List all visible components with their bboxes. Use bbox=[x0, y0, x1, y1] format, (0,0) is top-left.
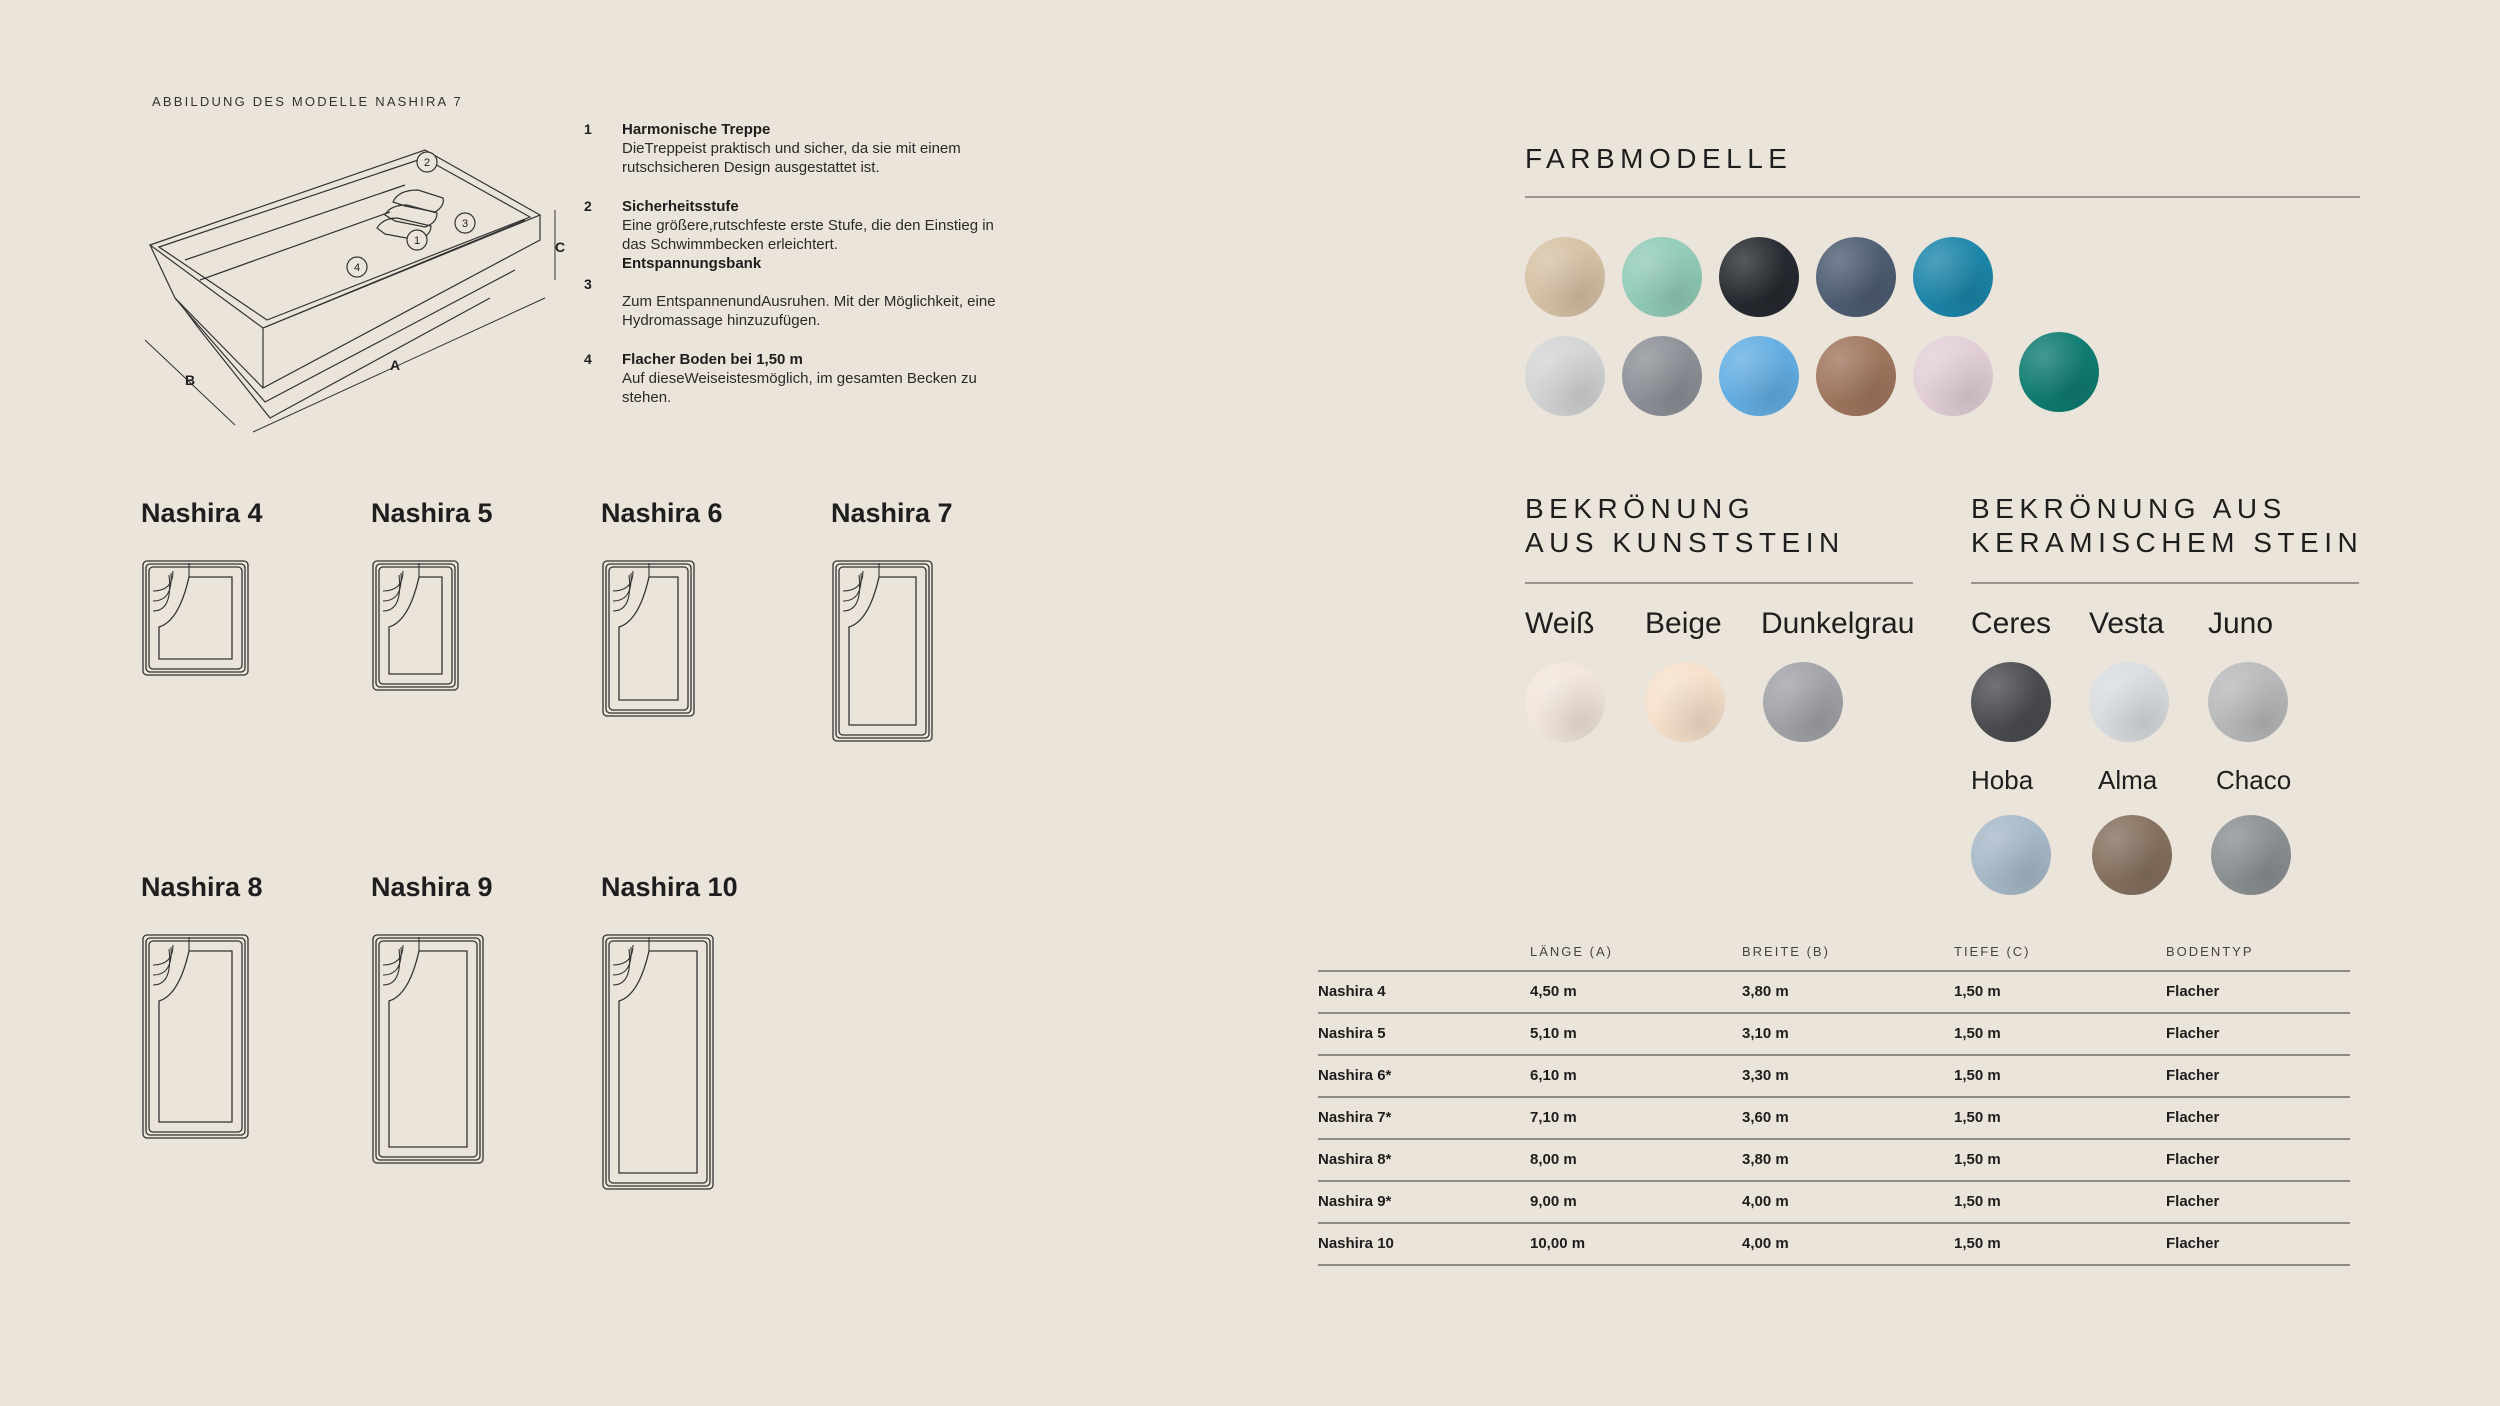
legend-number: 3 bbox=[584, 276, 592, 292]
table-cell: 1,50 m bbox=[1954, 1235, 2001, 1252]
coping-swatch-weiss bbox=[1525, 662, 1605, 742]
dimensions-table bbox=[1318, 940, 2350, 1266]
table-cell: Nashira 6* bbox=[1318, 1067, 1392, 1084]
table-cell: 3,80 m bbox=[1742, 1151, 1789, 1168]
table-cell: 4,00 m bbox=[1742, 1193, 1789, 1210]
coping-label-hoba: Hoba bbox=[1971, 765, 2034, 795]
table-cell: 5,10 m bbox=[1530, 1025, 1577, 1042]
feature-legend bbox=[582, 120, 1002, 427]
table-cell: 1,50 m bbox=[1954, 1151, 2001, 1168]
legend-number: 2 bbox=[584, 198, 592, 214]
model-nashira-8 bbox=[141, 872, 311, 1140]
table-cell: 6,10 m bbox=[1530, 1067, 1577, 1084]
legend-item-3 bbox=[582, 254, 1002, 330]
legend-item-2 bbox=[582, 197, 1002, 254]
dimension-b-label: B bbox=[185, 372, 196, 388]
legend-number: 4 bbox=[584, 351, 592, 367]
table-row bbox=[1318, 1012, 2350, 1054]
color-swatch bbox=[1816, 336, 1896, 416]
table-row bbox=[1318, 1180, 2350, 1222]
pool-plan-outline bbox=[601, 933, 715, 1191]
coping-artificial-title-line2: AUS KUNSTSTEIN bbox=[1525, 527, 1845, 558]
table-cell: 10,00 m bbox=[1530, 1235, 1586, 1252]
pool-plan-outline bbox=[141, 559, 250, 677]
table-cell: 1,50 m bbox=[1954, 1109, 2001, 1126]
coping-swatch-chaco bbox=[2211, 815, 2291, 895]
coping-label-weiss: Weiß bbox=[1525, 607, 1595, 640]
column-header-width: BREITE (B) bbox=[1742, 944, 1830, 959]
coping-ceramic-title-line2: KERAMISCHEM STEIN bbox=[1971, 527, 2364, 558]
model-name: Nashira 7 bbox=[831, 498, 953, 528]
table-cell: 4,50 m bbox=[1530, 983, 1577, 1000]
table-cell: Flacher bbox=[2166, 983, 2220, 1000]
pool-plan-outline bbox=[601, 559, 696, 718]
coping-swatch-alma bbox=[2092, 815, 2172, 895]
model-nashira-7 bbox=[831, 498, 1001, 743]
table-cell: 8,00 m bbox=[1530, 1151, 1577, 1168]
column-header-length: LÄNGE (A) bbox=[1530, 944, 1614, 959]
figure-caption: ABBILDUNG DES MODELLE NASHIRA 7 bbox=[152, 94, 463, 109]
legend-text: Auf dieseWeiseistesmöglich, im gesamten Becken zu stehen. bbox=[622, 370, 977, 406]
table-cell: Nashira 9* bbox=[1318, 1193, 1392, 1210]
legend-title: Entspannungsbank bbox=[622, 255, 762, 272]
table-header bbox=[1318, 940, 2350, 970]
column-header-depth: TIEFE (C) bbox=[1954, 944, 2031, 959]
model-nashira-6 bbox=[601, 498, 771, 718]
legend-title: Sicherheitsstufe bbox=[622, 198, 739, 215]
table-cell: 1,50 m bbox=[1954, 1193, 2001, 1210]
table-cell: Flacher bbox=[2166, 1109, 2220, 1126]
coping-label-ceres: Ceres bbox=[1971, 607, 2052, 640]
coping-swatch-dunkelgrau bbox=[1763, 662, 1843, 742]
color-swatch bbox=[1719, 336, 1799, 416]
table-row bbox=[1318, 1054, 2350, 1096]
color-swatch bbox=[1622, 336, 1702, 416]
color-swatch bbox=[1525, 336, 1605, 416]
coping-artificial-title-line1: BEKRÖNUNG bbox=[1525, 493, 1755, 524]
coping-artificial-divider bbox=[1525, 582, 1913, 584]
table-cell: Nashira 8* bbox=[1318, 1151, 1392, 1168]
color-swatch bbox=[1913, 237, 1993, 317]
column-header-floor-type: BODENTYP bbox=[2166, 944, 2254, 959]
table-row bbox=[1318, 970, 2350, 1012]
table-cell: 3,80 m bbox=[1742, 983, 1789, 1000]
coping-swatch-vesta bbox=[2089, 662, 2169, 742]
marker-4-label: 4 bbox=[353, 262, 361, 274]
pool-isometric-drawing bbox=[145, 140, 565, 440]
coping-label-dunkelgrau: Dunkelgrau bbox=[1761, 607, 1915, 640]
table-cell: 3,10 m bbox=[1742, 1025, 1789, 1042]
table-cell: Flacher bbox=[2166, 1235, 2220, 1252]
pool-plan-outline bbox=[141, 933, 250, 1140]
color-swatch bbox=[1913, 336, 1993, 416]
table-cell: Nashira 10 bbox=[1318, 1235, 1394, 1252]
model-nashira-10 bbox=[601, 872, 771, 1191]
coping-label-beige: Beige bbox=[1645, 607, 1722, 640]
legend-number: 1 bbox=[584, 121, 592, 137]
color-models-title: FARBMODELLE bbox=[1525, 143, 1793, 174]
table-cell: 1,50 m bbox=[1954, 1067, 2001, 1084]
table-cell: 4,00 m bbox=[1742, 1235, 1789, 1252]
coping-label-chaco: Chaco bbox=[2216, 765, 2292, 795]
table-cell: Nashira 7* bbox=[1318, 1109, 1392, 1126]
table-cell: Nashira 5 bbox=[1318, 1025, 1386, 1042]
legend-title: Flacher Boden bei 1,50 m bbox=[622, 351, 803, 368]
coping-swatch-juno bbox=[2208, 662, 2288, 742]
color-swatch bbox=[2019, 332, 2099, 412]
pool-plan-outline bbox=[831, 559, 934, 743]
model-name: Nashira 4 bbox=[141, 498, 263, 528]
model-name: Nashira 5 bbox=[371, 498, 493, 528]
model-name: Nashira 6 bbox=[601, 498, 723, 528]
marker-1-label: 1 bbox=[413, 235, 421, 247]
color-swatch bbox=[1622, 237, 1702, 317]
model-name: Nashira 8 bbox=[141, 872, 263, 902]
marker-2-label: 2 bbox=[423, 157, 431, 169]
coping-label-vesta: Vesta bbox=[2089, 607, 2165, 640]
legend-text: Eine größere,rutschfeste erste Stufe, die den Einstieg in das Schwimmbecken erleichtert. bbox=[622, 217, 994, 253]
legend-item-4 bbox=[582, 350, 1002, 407]
dimension-c-label: C bbox=[555, 239, 565, 255]
coping-ceramic-title-line1: BEKRÖNUNG AUS bbox=[1971, 493, 2287, 524]
marker-3-label: 3 bbox=[461, 218, 469, 230]
table-cell: Flacher bbox=[2166, 1067, 2220, 1084]
table-cell: 9,00 m bbox=[1530, 1193, 1577, 1210]
legend-title: Harmonische Treppe bbox=[622, 121, 771, 138]
color-swatch bbox=[1816, 237, 1896, 317]
table-row bbox=[1318, 1096, 2350, 1138]
legend-text: Zum EntspannenundAusruhen. Mit der Möglichkeit, eine Hydromassage hinzuzufügen. bbox=[622, 293, 996, 329]
table-cell: 1,50 m bbox=[1954, 1025, 2001, 1042]
legend-item-1 bbox=[582, 120, 1002, 177]
dimension-a-label: A bbox=[390, 357, 401, 373]
table-cell: 1,50 m bbox=[1954, 983, 2001, 1000]
color-swatch bbox=[1719, 237, 1799, 317]
coping-swatch-ceres bbox=[1971, 662, 2051, 742]
table-cell: Nashira 4 bbox=[1318, 983, 1386, 1000]
coping-artificial-title bbox=[1525, 492, 1845, 560]
model-nashira-9 bbox=[371, 872, 541, 1165]
table-cell: 7,10 m bbox=[1530, 1109, 1577, 1126]
color-models-divider bbox=[1525, 196, 2360, 198]
table-cell: 3,30 m bbox=[1742, 1067, 1789, 1084]
table-cell: 3,60 m bbox=[1742, 1109, 1789, 1126]
color-swatch bbox=[1525, 237, 1605, 317]
model-name: Nashira 10 bbox=[601, 872, 738, 902]
table-row bbox=[1318, 1222, 2350, 1266]
table-cell: Flacher bbox=[2166, 1151, 2220, 1168]
coping-label-juno: Juno bbox=[2208, 607, 2274, 640]
model-nashira-5 bbox=[371, 498, 541, 692]
table-row bbox=[1318, 1138, 2350, 1180]
coping-ceramic-title bbox=[1971, 492, 2363, 560]
coping-label-alma: Alma bbox=[2098, 765, 2158, 795]
pool-plan-outline bbox=[371, 933, 485, 1165]
coping-ceramic-divider bbox=[1971, 582, 2359, 584]
table-cell: Flacher bbox=[2166, 1025, 2220, 1042]
coping-swatch-beige bbox=[1645, 662, 1725, 742]
legend-text: DieTreppeist praktisch und sicher, da sie mit einem rutschsicheren Design ausgestattet ist. bbox=[622, 140, 961, 176]
table-cell: Flacher bbox=[2166, 1193, 2220, 1210]
model-name: Nashira 9 bbox=[371, 872, 493, 902]
pool-plan-outline bbox=[371, 559, 460, 692]
coping-swatch-hoba bbox=[1971, 815, 2051, 895]
model-nashira-4 bbox=[141, 498, 311, 677]
